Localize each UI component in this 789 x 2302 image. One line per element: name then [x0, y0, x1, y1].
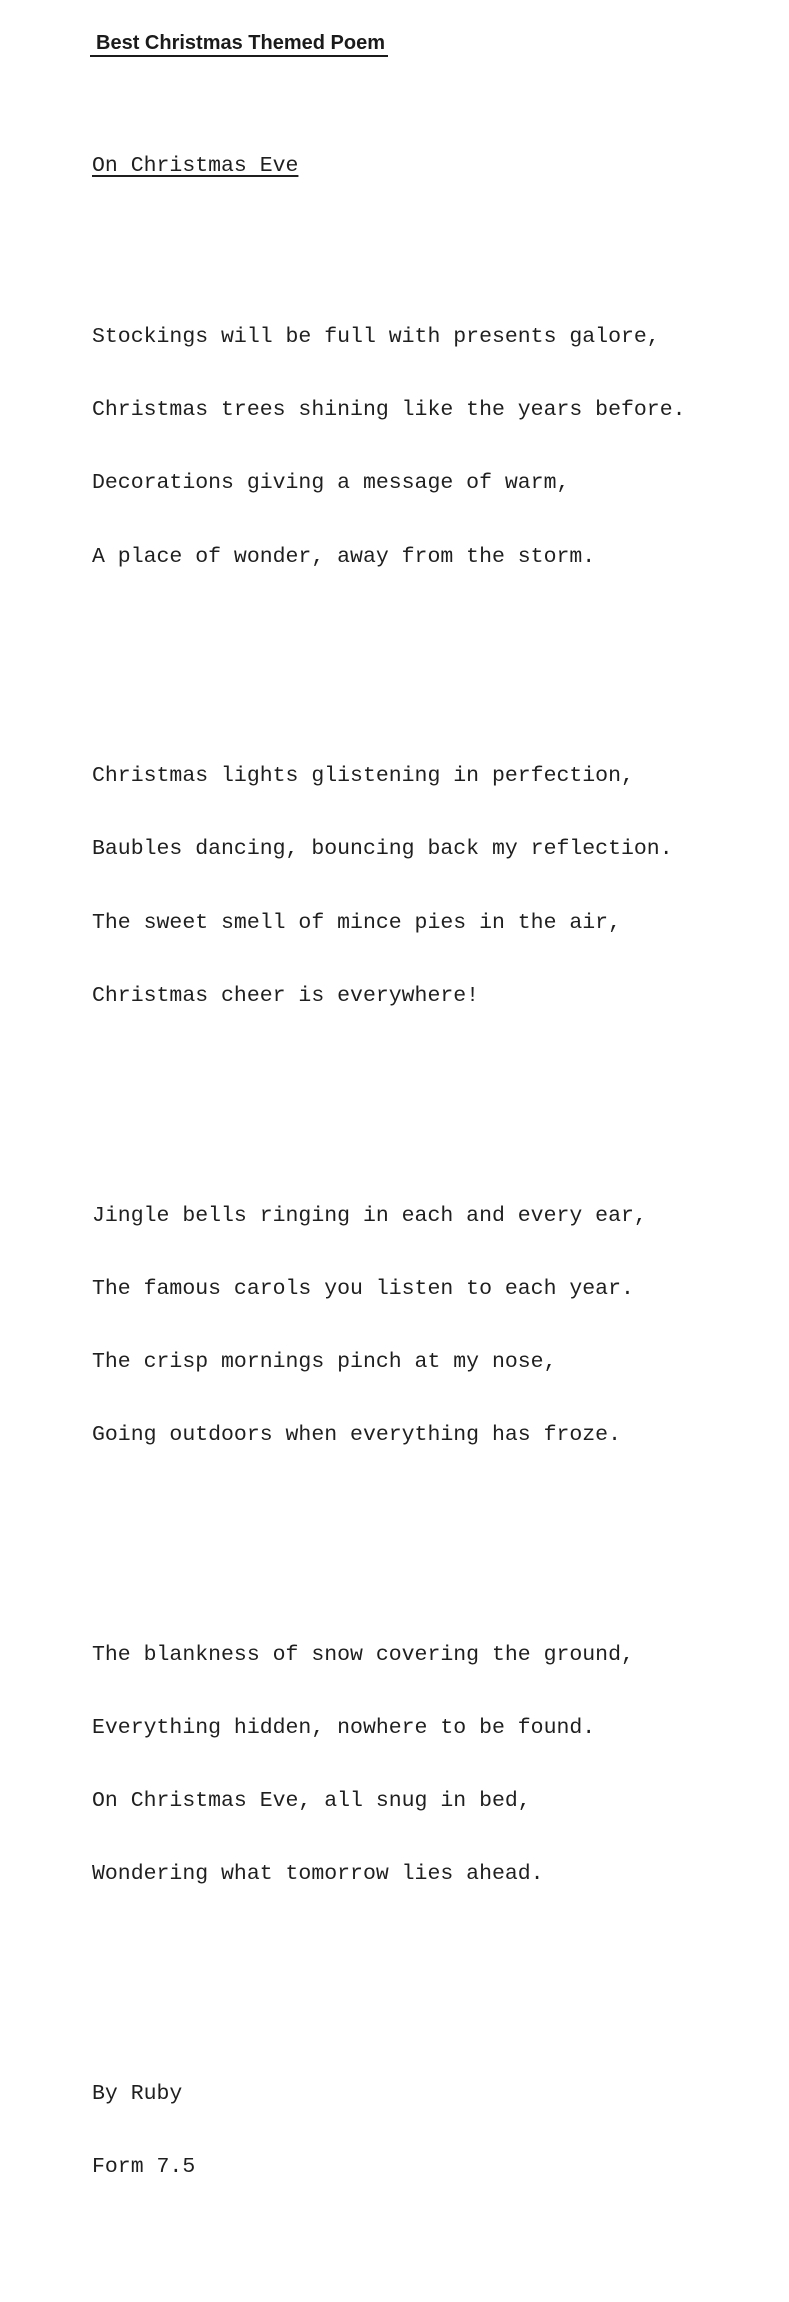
poem-line: The sweet smell of mince pies in the air,: [92, 910, 621, 935]
poem-line: Decorations giving a message of warm,: [92, 471, 570, 496]
poem-title: [92, 154, 686, 178]
stanza-2: [92, 715, 686, 1057]
poem-body: [92, 81, 686, 2302]
poem-line: On Christmas Eve, all snug in bed,: [92, 1789, 531, 1814]
poem-line: The famous carols you listen to each year.: [92, 1276, 634, 1301]
poem-line: The blankness of snow covering the ground,: [92, 1642, 634, 1667]
poem-line: Christmas lights glistening in perfection,: [92, 764, 634, 789]
stanza-4: [92, 1594, 686, 1936]
poem-line: A place of wonder, away from the storm.: [92, 544, 596, 569]
signature-block: [92, 2033, 686, 2228]
poem-line: Everything hidden, nowhere to be found.: [92, 1715, 596, 1740]
poem-line: Wondering what tomorrow lies ahead.: [92, 1862, 544, 1887]
poem-line: Going outdoors when everything has froze.: [92, 1423, 621, 1448]
poem-line: The crisp mornings pinch at my nose,: [92, 1349, 557, 1374]
poem-line: Christmas trees shining like the years before.: [92, 398, 686, 423]
poem-line: Jingle bells ringing in each and every ear,: [92, 1203, 647, 1228]
document-heading-text: Best Christmas Themed Poem: [96, 32, 385, 54]
poem-line: Christmas cheer is everywhere!: [92, 983, 480, 1008]
poem-line: Baubles dancing, bouncing back my reflection.: [92, 837, 673, 862]
poem-title-text: On Christmas Eve: [92, 154, 299, 179]
stanza-3: [92, 1155, 686, 1497]
form-line: Form 7.5: [92, 2155, 196, 2180]
byline: By Ruby: [92, 2081, 183, 2106]
document-heading: [90, 33, 388, 57]
poem-line: Stockings will be full with presents galore,: [92, 325, 660, 350]
stanza-1: [92, 276, 686, 618]
